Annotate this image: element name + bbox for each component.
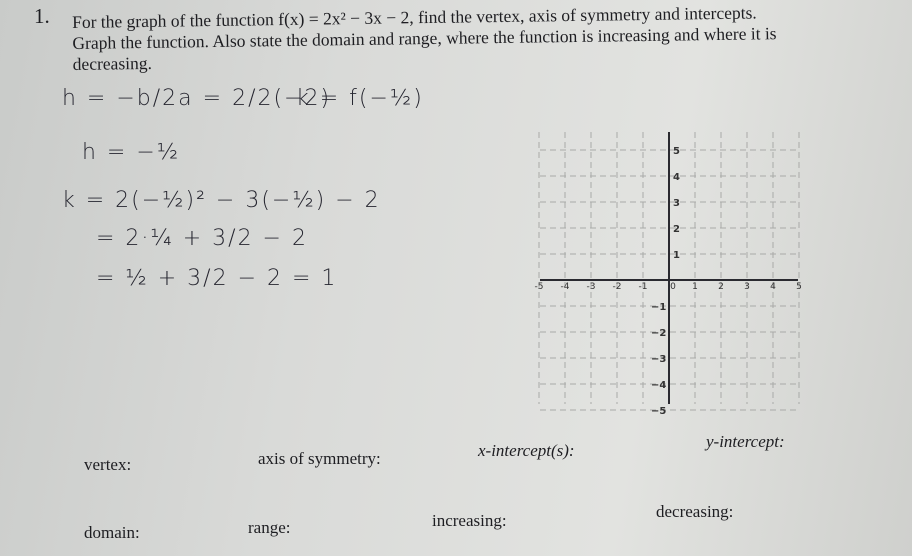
decreasing-label: decreasing:	[656, 502, 734, 521]
handwritten-k-formula: k = f(−½)	[296, 86, 424, 111]
handwritten-k-step: = 2·¼ + 3/2 − 2	[96, 226, 308, 251]
y-tick-label: 3	[673, 198, 680, 209]
x-tick-label: 3	[744, 282, 750, 292]
vertex-label: vertex:	[84, 455, 132, 474]
x-tick-label: 5	[796, 282, 802, 292]
x-tick-label: -3	[586, 282, 596, 292]
problem-line-1: For the graph of the function f(x) = 2x² − 3x − 2, find the vertex, axis of symmetry and intercepts.	[72, 2, 757, 32]
x-tick-label: -1	[638, 282, 648, 292]
x-tick-label: 1	[692, 282, 698, 292]
problem-statement	[72, 1, 833, 75]
x-tick-label: 2	[718, 282, 724, 292]
x-tick-label: 4	[770, 282, 776, 292]
x-tick-label: 0	[670, 282, 676, 292]
axis-of-symmetry-label: axis of symmetry:	[258, 449, 381, 468]
domain-label: domain:	[84, 523, 140, 542]
handwritten-h-value: h = −½	[82, 140, 181, 165]
y-intercept-label: y-intercept:	[706, 432, 785, 451]
y-tick-label: −5	[651, 406, 667, 417]
y-tick-label: −3	[651, 354, 667, 365]
y-tick-label: 4	[673, 172, 680, 183]
range-label: range:	[248, 518, 291, 537]
y-tick-label: −2	[651, 328, 667, 339]
x-tick-label: -2	[612, 282, 622, 292]
handwritten-k-result: = ½ + 3/2 − 2 = 1	[96, 266, 338, 291]
x-intercepts-label: x-intercept(s):	[478, 441, 575, 460]
y-tick-label: −1	[651, 302, 667, 313]
y-tick-label: 2	[673, 224, 680, 235]
coordinate-grid	[528, 128, 808, 417]
x-tick-label: -5	[534, 282, 544, 292]
problem-line-2: Graph the function. Also state the domain and range, where the function is increasing and where it is	[72, 23, 777, 53]
increasing-label: increasing:	[432, 511, 507, 530]
y-tick-label: 5	[673, 146, 680, 157]
problem-line-3: decreasing.	[72, 52, 153, 74]
handwritten-k-substitution: k = 2(−½)² − 3(−½) − 2	[62, 188, 381, 213]
y-tick-label: 1	[673, 250, 680, 261]
y-tick-label: −4	[651, 380, 667, 391]
problem-number: 1.	[34, 4, 50, 28]
x-tick-label: -4	[560, 282, 570, 292]
handwritten-h-formula: h = −b/2a = 2/2(−2)	[62, 86, 332, 111]
